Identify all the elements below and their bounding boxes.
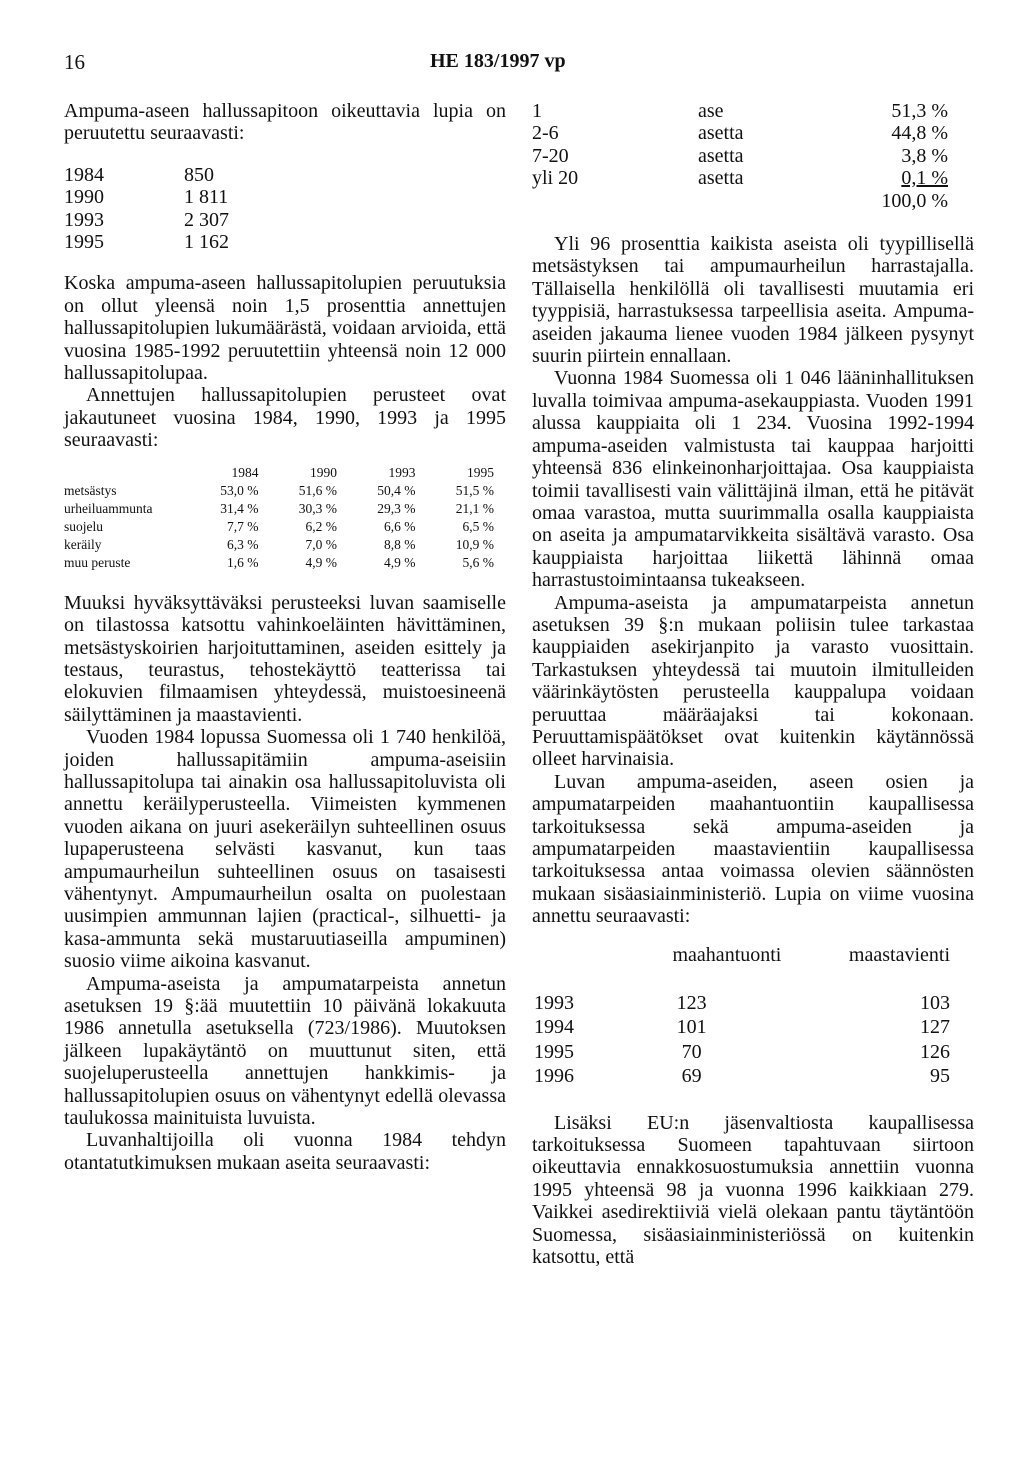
percent-cell: 30,3 % <box>298 500 337 516</box>
percent-cell: 4,9 % <box>384 554 416 570</box>
percent-cell: 29,3 % <box>377 500 416 516</box>
column-header: 1995 <box>467 464 494 480</box>
percent-cell: 51,6 % <box>298 482 337 498</box>
percent-cell: 31,4 % <box>220 500 259 516</box>
percent-cell: 4,9 % <box>305 554 337 570</box>
import-cell: 123 <box>676 992 707 1015</box>
year-cell: 1994 <box>534 1016 574 1039</box>
table-row <box>64 186 229 208</box>
year-cell: 1990 <box>64 186 104 209</box>
column-header: maahantuonti <box>672 943 782 966</box>
header-title: HE 183/1997 vp <box>430 50 566 72</box>
table-row <box>64 500 494 518</box>
gun-unit-cell: asetta <box>698 122 744 145</box>
column-header: maastavienti <box>848 943 950 966</box>
export-cell: 127 <box>920 1016 950 1039</box>
column-header <box>534 944 600 990</box>
year-cell: 1995 <box>534 1040 574 1063</box>
percent-cell: 51,5 % <box>455 482 494 498</box>
year-cell: 1995 <box>64 231 104 254</box>
percent-cell: 8,8 % <box>384 536 416 552</box>
percent-cell: 53,0 % <box>220 482 259 498</box>
guns-per-holder-table <box>532 100 948 212</box>
table-row <box>532 122 948 144</box>
percent-cell: 6,2 % <box>305 518 337 534</box>
import-cell: 101 <box>676 1016 707 1039</box>
paragraph-yli-96: Yli 96 prosenttia kaikista aseista oli tyypillisellä metsästyksen tai ampumaurheilun harrastajalla. Tällaisella henkilöllä oli tavallisesti muutamia eri tyyppisiä, harrastuksessa tarpeellisia aseita. Ampuma-aseiden jakauma lienee vuoden 1984 jälkeen pysynyt suurin piirtein ennallaan. <box>532 233 974 368</box>
percent-cell: 6,6 % <box>384 518 416 534</box>
count-cell: 2 307 <box>184 208 229 231</box>
table-row <box>64 536 494 554</box>
table-row <box>534 1065 950 1087</box>
paragraph-ampuma-39: Ampuma-aseista ja ampumatarpeista annetun asetuksen 39 §:n mukaan poliisin tulee tarkastaa kauppiaiden asekirjanpito ja varasto vuosittain. Tarkastuksen yhteydessä tai muutoin ilmitulleiden väärinkäytösten perusteella kauppalupa voidaan peruuttaa määräajaksi tai kokonaan. Peruuttamispäätökset ovat kuitenkin käytännössä olleet harvinaisia. <box>532 591 974 771</box>
paragraph-luvanhaltijoilla: Luvanhaltijoilla oli vuonna 1984 tehdyn otantatutkimuksen mukaan aseita seuraavasti: <box>64 1129 506 1174</box>
gun-unit-cell: ase <box>698 100 724 122</box>
paragraph-ampuma-19: Ampuma-aseista ja ampumatarpeista annetun asetuksen 19 §:ää muutettiin 10 päivänä lokakuuta 1986 annetulla asetuksella (723/1986). Muutoksen jälkeen lupakäytäntö on muuttunut siten, että suojeluperusteella annettujen hankkimis- ja hallussapitolupien osuus on vähentynyt edellä olevassa taulukossa mainituista luvuista. <box>64 972 506 1130</box>
year-cell: 1984 <box>64 163 104 186</box>
column-header <box>64 464 180 482</box>
table-row <box>64 554 494 572</box>
ground-label: suojelu <box>64 518 103 534</box>
import-cell: 70 <box>681 1040 702 1063</box>
gun-unit-cell: asetta <box>698 167 744 190</box>
table-row <box>64 231 229 253</box>
import-cell: 69 <box>681 1065 702 1088</box>
table-row <box>64 482 494 500</box>
table-row <box>534 1016 950 1038</box>
table-row <box>532 100 948 122</box>
table-row <box>64 518 494 536</box>
table-row <box>532 145 948 167</box>
count-cell: 1 811 <box>184 186 229 209</box>
import-export-table <box>532 942 952 1090</box>
percent-cell: 1,6 % <box>227 554 259 570</box>
guns-total: 100,0 % <box>881 189 948 212</box>
percent-cell: 21,1 % <box>455 500 494 516</box>
ground-label: keräily <box>64 536 102 552</box>
paragraph-muuksi: Muuksi hyväksyttäväksi perusteeksi luvan saamiselle on tilastossa katsottu vahinkoeläinten hävittäminen, metsästyskoirien harjoituttaminen, aseiden esittely ja testaus, teurastus, tehostekäyttö teatterissa tai elokuvien filmaamisen yhteydessä, muistoesineenä säilyttäminen ja maastavienti. <box>64 591 506 726</box>
right-column <box>532 100 974 1269</box>
license-grounds-table <box>64 464 494 572</box>
revoked-licenses-table <box>64 164 229 254</box>
gun-count-cell: 7-20 <box>532 144 569 167</box>
percent-cell: 6,3 % <box>227 536 259 552</box>
gun-percent-cell: 44,8 % <box>891 122 948 145</box>
table-row <box>534 992 950 1014</box>
export-cell: 103 <box>920 992 950 1015</box>
gun-percent-cell: 51,3 % <box>891 100 948 122</box>
gun-percent-cell: 0,1 % <box>901 167 948 190</box>
percent-cell: 5,6 % <box>462 554 494 570</box>
export-cell: 95 <box>930 1065 950 1088</box>
percent-cell: 50,4 % <box>377 482 416 498</box>
paragraph-luvan: Luvan ampuma-aseiden, aseen osien ja ampumatarpeiden maahantuontiin kaupallisessa tarkoituksessa sekä ampuma-aseiden ja ampumatarpeiden maastavientiin kaupallisessa tarkoituksessa antaa voimassa olevien säännösten mukaan sisäasiainministeriö. Lupia on viime vuosina annettu seuraavasti: <box>532 770 974 928</box>
ground-label: muu peruste <box>64 554 131 570</box>
ground-label: metsästys <box>64 482 117 498</box>
year-cell: 1996 <box>534 1065 574 1088</box>
year-cell: 1993 <box>534 992 574 1015</box>
paragraph-intro: Ampuma-aseen hallussapitoon oikeuttavia lupia on peruutettu seuraavasti: <box>64 100 506 145</box>
percent-cell: 6,5 % <box>462 518 494 534</box>
table-row <box>532 167 948 189</box>
percent-cell: 10,9 % <box>455 536 494 552</box>
percent-cell: 7,0 % <box>305 536 337 552</box>
gun-unit-cell: asetta <box>698 144 744 167</box>
gun-count-cell: 2-6 <box>532 122 559 145</box>
year-cell: 1993 <box>64 208 104 231</box>
ground-label: urheiluammunta <box>64 500 153 516</box>
gun-count-cell: 1 <box>532 100 542 122</box>
table-row <box>534 1041 950 1063</box>
paragraph-koska: Koska ampuma-aseen hallussapitolupien peruutuksia on ollut yleensä noin 1,5 prosenttia annettujen hallussapitolupien lukumäärästä, voidaan arvioida, että vuosina 1985-1992 peruutettiin yhteensä noin 12 000 hallussapitolupaa. <box>64 272 506 385</box>
table-row <box>64 164 229 186</box>
gun-percent-cell: 3,8 % <box>901 144 948 167</box>
paragraph-lisaksi: Lisäksi EU:n jäsenvaltiosta kaupallisessa tarkoituksessa Suomeen tapahtuvaan siirtoon oikeuttavia ennakkosuostumuksia annettiin vuonna 1995 yhteensä 98 ja vuonna 1996 kaikkiaan 279. Vaikkei asedirektiiviä vielä olekaan pantu täytäntöön Suomessa, sisäasiainministeriössä on kuitenkin katsottu, että <box>532 1111 974 1269</box>
column-header: 1984 <box>231 464 259 480</box>
column-header: 1990 <box>310 464 337 480</box>
left-column <box>64 100 506 1174</box>
column-header: 1993 <box>388 464 416 480</box>
paragraph-vuoden-1984: Vuoden 1984 lopussa Suomessa oli 1 740 henkilöä, joiden hallussapitämiin ampuma-aseisiin hallussapitolupa tai ainakin osa hallussapitoluvista oli annettu keräilyperusteella. Viimeisten kymmenen vuoden aikana on juuri asekeräilyn suhteellinen osuus lupaperusteena selvästi kasvanut, kun taas ampumaurheilun suhteellinen osuus on tasaisesti vähentynyt. Ampumaurheilun osalta on puolestaan uusimpien ammunnan lajien (practical-, silhuetti- ja kasa-ammunta sekä mustaruutiaseilla ampuminen) suosio viime aikoina kasvanut. <box>64 726 506 973</box>
count-cell: 850 <box>184 163 214 186</box>
percent-cell: 7,7 % <box>227 518 259 534</box>
count-cell: 1 162 <box>184 231 229 254</box>
paragraph-annettujen: Annettujen hallussapitolupien perusteet ovat jakautuneet vuosina 1984, 1990, 1993 ja 1995 seuraavasti: <box>64 384 506 452</box>
export-cell: 126 <box>920 1040 950 1063</box>
table-row <box>64 209 229 231</box>
paragraph-vuonna-1984: Vuonna 1984 Suomessa oli 1 046 lääninhallituksen luvalla toimivaa ampuma-asekauppiasta. Vuoden 1991 alussa kauppiaita oli 1 234. Vuosina 1992-1994 ampuma-aseiden valmistusta tai kauppaa harjoitti yhteensä 836 elinkeinonharjoittajaa. Osa kauppiaista toimii tavallisesti vain välittäjinä ilman, että he pitävät omaa varastoa, mutta suurimmalla osalla kauppiaista on aseita ja ampumatarvikkeita sisältävä varasto. Osa kauppiaista harjoittaa liikettä lähinnä omaa harrastustoimintaansa tukeakseen. <box>532 367 974 592</box>
page-number: 16 <box>64 50 85 74</box>
gun-count-cell: yli 20 <box>532 167 579 190</box>
